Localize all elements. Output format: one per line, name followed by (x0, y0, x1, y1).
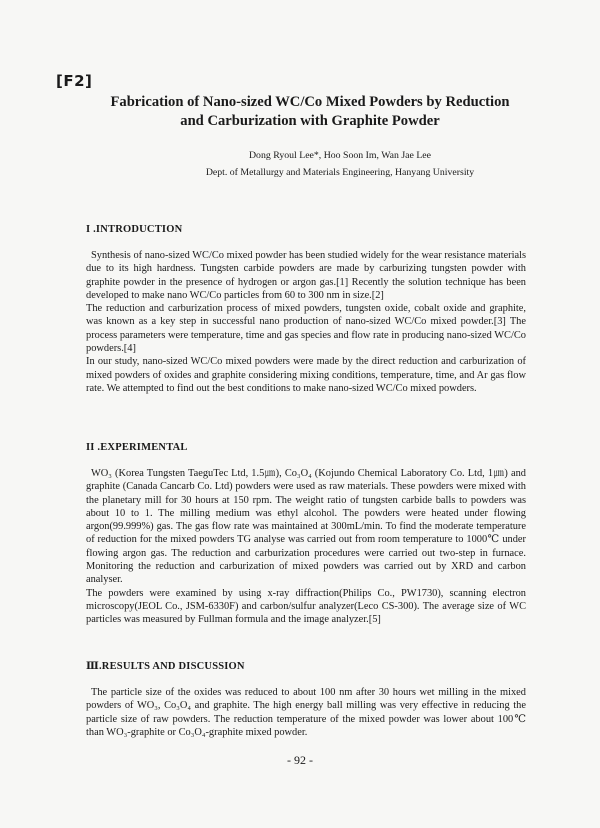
section-introduction (86, 224, 526, 235)
paper-tag: [F2] (56, 72, 93, 90)
author-block (150, 147, 530, 181)
title-line-2: and Carburization with Graphite Powder (180, 113, 440, 129)
section-experimental-body (86, 467, 526, 627)
paragraph: The reduction and carburization process of mixed powders, tungsten oxide, cobalt oxide and graphite, was known as a key step in successful nano production of nano-sized WC/Co mixed powder.[3] The process parameters were temperature, time and gas species and flow rate in producing nano-sized WC/Co powders.[4] (86, 303, 526, 355)
paragraph: WO₃ (Korea Tungsten TaeguTec Ltd, 1.5㎛), Co₃O₄ (Kojundo Chemical Laboratory Co. Ltd, 1㎛) and graphite (Canada Cancarb Co. Ltd) powders were used as raw materials. These powders were mixed with the planetary mill for 30 hours at 150 rpm. The weight ratio of tungsten carbide balls to powders was about 10 to 1. The milling medium was ethyl alcohol. The powders were heated under flowing argon(99.999%) gas. The gas flow rate was maintained at 300mL/min. To find the moderate temperature of reduction for the mixed powders TG analyse was carried out from room temperature to 1000℃ under flowing argon gas. The reduction and carburization procedures were carried out two-step in furnace. Monitoring the reduction and carburization of mixed powders was carried out by XRD and carbon analyser. (86, 468, 526, 586)
section-introduction-body (86, 249, 526, 395)
section-results-body (86, 686, 526, 739)
section-results (86, 660, 526, 672)
section-heading: II .EXPERIMENTAL (86, 442, 188, 453)
section-heading: Ⅲ.RESULTS AND DISCUSSION (86, 661, 245, 672)
authors: Dong Ryoul Lee*, Hoo Soon Im, Wan Jae Lee (248, 150, 432, 161)
page-number: - 92 - (287, 753, 313, 767)
paragraph: In our study, nano-sized WC/Co mixed powders were made by the direct reduction and carburization of mixed powders of oxides and graphite considering mixing conditions, temperature, time, and Ar gas flow rate. We attempted to find out the best conditions to make nano-sized WC/Co mixed powders. (86, 356, 526, 394)
section-heading: I .INTRODUCTION (86, 224, 183, 235)
paragraph: Synthesis of nano-sized WC/Co mixed powder has been studied widely for the wear resistance materials due to its high hardness. Tungsten carbide powders are made by carburizing tungsten powder with graphite powder in the presence of hydrogen or argon gas.[1] Recently the solution technique has been developed to make nano WC/Co particles from 60 to 300 nm in size.[2] (86, 250, 526, 301)
paragraph: The particle size of the oxides was reduced to about 100 nm after 30 hours wet milling in the mixed powders of WO₃, Co₃O₄ and graphite. The high energy ball milling was very effective in reducing the particle size of raw powders. The reduction temperature of the mixed powder was lower about 100℃ than WO₃-graphite or Co₃O₄-graphite mixed powder. (86, 687, 526, 738)
section-experimental (86, 442, 526, 453)
paragraph: The powders were examined by using x-ray diffraction(Philips Co., PW1730), scanning electron microscopy(JEOL Co., JSM-6330F) and carbon/sulfur analyzer(Leco CS-300). The average size of WC particles was measured by Fullman formula and the image analyzer.[5] (86, 587, 526, 626)
title-line-1: Fabrication of Nano-sized WC/Co Mixed Powders by Reduction (110, 94, 510, 110)
affiliation: Dept. of Metallurgy and Materials Engineering, Hanyang University (205, 167, 475, 178)
paper-title (60, 93, 560, 131)
